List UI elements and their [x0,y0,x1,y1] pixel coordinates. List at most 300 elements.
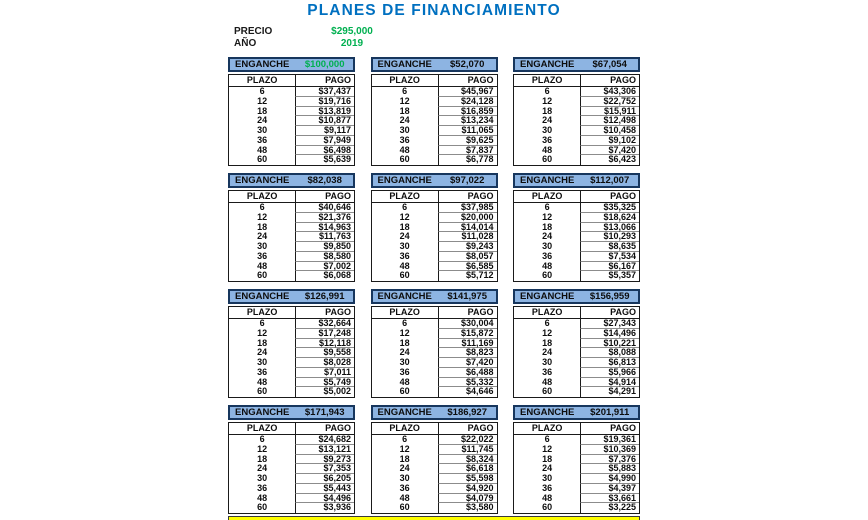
plazo-cell: 30 [399,473,410,483]
plan-header [371,405,498,420]
plazo-cell: 18 [542,453,553,464]
plan-body [371,74,498,166]
plazo-cell: 24 [257,347,268,358]
plan-row [372,503,497,513]
plazo-cell: 60 [257,386,268,397]
plazo-cell: 18 [399,453,410,464]
pago-header: PAGO [295,423,354,435]
pago-cell: $6,778 [438,155,497,165]
plan-body [513,190,640,282]
pago-cell: $9,102 [580,136,639,146]
plazo-cell: 36 [257,134,268,145]
pago-cell: $11,745 [438,445,497,455]
plazo-cell: 48 [257,260,268,271]
plazo-header: PLAZO [514,75,580,87]
pago-cell: $8,028 [295,358,354,368]
pago-cell: $21,376 [295,213,354,223]
pago-cell: $3,661 [580,494,639,504]
plazo-cell: 6 [402,202,408,212]
plazo-cell: 18 [257,337,268,348]
plan-body [513,74,640,166]
bottom-highlight-bar [228,516,640,520]
plazo-cell: 36 [399,250,410,261]
plazo-cell: 6 [402,434,408,444]
plazo-cell: 36 [542,366,553,377]
plazo-cell: 18 [542,337,553,348]
pago-cell: $5,443 [295,484,354,494]
plazo-cell: 12 [399,211,410,222]
plan-header [228,405,355,420]
pago-cell: $4,920 [438,484,497,494]
plan-body-rows [514,87,639,165]
enganche-label: ENGANCHE [235,59,290,70]
pago-cell: $9,850 [295,242,354,252]
plazo-cell: 6 [544,86,550,96]
pago-cell: $10,877 [295,116,354,126]
plazo-cell: 6 [402,86,408,96]
plazo-header: PLAZO [372,191,438,203]
pago-cell: $13,234 [438,116,497,126]
plan-row [514,503,639,513]
plazo-cell: 48 [542,144,553,155]
plazo-cell: 30 [399,241,410,251]
plan-table [228,173,355,282]
pago-cell: $6,423 [580,155,639,165]
pago-cell: $6,167 [580,262,639,272]
precio-row [234,26,640,38]
enganche-label: ENGANCHE [377,175,432,186]
pago-cell: $32,664 [295,319,354,329]
plazo-header: PLAZO [514,191,580,203]
enganche-label: ENGANCHE [235,291,290,302]
plan-body-rows [372,87,497,165]
pago-header: PAGO [438,75,497,87]
plan-body-rows [229,435,354,513]
enganche-value: $126,991 [304,291,345,302]
pago-cell: $4,496 [295,494,354,504]
pago-cell: $10,458 [580,126,639,136]
pago-cell: $8,324 [438,455,497,465]
pago-cell: $17,248 [295,329,354,339]
plan-header [371,289,498,304]
pago-cell: $8,088 [580,348,639,358]
pago-cell: $5,966 [580,368,639,378]
plazo-cell: 30 [399,125,410,135]
pago-cell: $19,716 [295,97,354,107]
plazo-header: PLAZO [372,75,438,87]
plan-header [371,57,498,72]
plan-header [513,289,640,304]
plazo-cell: 18 [257,105,268,116]
plazo-header: PLAZO [229,423,295,435]
plazo-cell: 60 [399,154,410,165]
pago-cell: $22,022 [438,435,497,445]
plazo-cell: 6 [544,202,550,212]
enganche-label: ENGANCHE [520,291,575,302]
pago-cell: $5,883 [580,464,639,474]
enganche-label: ENGANCHE [520,175,575,186]
plan-table [228,57,355,166]
enganche-value: $186,927 [447,407,487,418]
plan-body [228,190,355,282]
plan-body [513,422,640,514]
plazo-header: PLAZO [372,423,438,435]
pago-cell: $13,121 [295,445,354,455]
plazo-cell: 18 [399,105,410,116]
plazo-cell: 48 [399,492,410,503]
plan-body [228,74,355,166]
pago-cell: $43,306 [580,87,639,97]
pago-cell: $8,580 [295,252,354,262]
plazo-cell: 18 [542,105,553,116]
pago-cell: $4,646 [438,387,497,397]
plan-row [229,503,354,513]
pago-header: PAGO [580,423,639,435]
plazo-cell: 18 [399,221,410,232]
plazo-cell: 24 [399,115,410,126]
plan-row [514,155,639,165]
plazo-cell: 12 [399,443,410,454]
plazo-cell: 48 [257,144,268,155]
pago-cell: $6,205 [295,474,354,484]
pago-cell: $13,066 [580,223,639,233]
info-block [234,26,640,50]
plan-header [371,173,498,188]
plazo-cell: 36 [257,250,268,261]
pago-cell: $4,079 [438,494,497,504]
plazo-cell: 30 [257,241,268,251]
plazo-header: PLAZO [229,191,295,203]
plazo-cell: 36 [542,250,553,261]
plazo-cell: 24 [399,347,410,358]
plans-grid [228,57,640,514]
enganche-label: ENGANCHE [520,407,575,418]
pago-header: PAGO [295,191,354,203]
plazo-cell: 30 [542,125,553,135]
plazo-cell: 24 [542,231,553,242]
plazo-cell: 60 [542,502,553,513]
pago-cell: $3,580 [438,503,497,513]
plazo-cell: 6 [259,318,265,328]
pago-cell: $27,343 [580,319,639,329]
pago-cell: $5,749 [295,378,354,388]
enganche-label: ENGANCHE [235,175,290,186]
pago-cell: $10,369 [580,445,639,455]
enganche-value: $67,054 [592,59,627,70]
pago-cell: $20,000 [438,213,497,223]
pago-cell: $6,618 [438,464,497,474]
plazo-cell: 12 [542,443,553,454]
pago-cell: $3,225 [580,503,639,513]
pago-cell: $7,837 [438,146,497,156]
plazo-cell: 18 [399,337,410,348]
pago-header: PAGO [438,423,497,435]
enganche-value: $141,975 [447,291,487,302]
pago-cell: $9,273 [295,455,354,465]
pago-cell: $8,823 [438,348,497,358]
pago-cell: $3,936 [295,503,354,513]
pago-cell: $8,057 [438,252,497,262]
pago-cell: $7,420 [580,146,639,156]
sheet [228,26,640,520]
plan-table [228,289,355,398]
plan-table [228,405,355,514]
plan-header [513,173,640,188]
plan-body-rows [372,319,497,397]
pago-cell: $14,496 [580,329,639,339]
plan-table [371,173,498,282]
plazo-cell: 60 [257,154,268,165]
plazo-cell: 36 [257,482,268,493]
plazo-cell: 6 [402,318,408,328]
plan-row [372,155,497,165]
pago-cell: $30,004 [438,319,497,329]
anio-label: AÑO [234,38,257,49]
plan-table [513,289,640,398]
pago-cell: $5,639 [295,155,354,165]
plazo-cell: 30 [542,241,553,251]
pago-header: PAGO [295,75,354,87]
page-title: PLANES DE FINANCIAMIENTO [307,2,561,19]
pago-header: PAGO [438,191,497,203]
plan-body-rows [229,319,354,397]
enganche-value: $52,070 [450,59,485,70]
pago-cell: $5,712 [438,271,497,281]
plan-row [229,271,354,281]
plazo-header: PLAZO [514,423,580,435]
plan-body-rows [372,203,497,281]
plan-body [371,422,498,514]
plan-body [228,422,355,514]
plan-body [371,306,498,398]
pago-cell: $5,357 [580,271,639,281]
plazo-cell: 30 [257,125,268,135]
plan-row [229,155,354,165]
plan-table [371,405,498,514]
anio-value: 2019 [340,38,364,49]
plan-row [372,271,497,281]
pago-cell: $16,859 [438,107,497,117]
enganche-value: $171,943 [304,407,345,418]
pago-cell: $11,763 [295,232,354,242]
pago-cell: $7,002 [295,262,354,272]
pago-cell: $11,065 [438,126,497,136]
plazo-cell: 60 [399,386,410,397]
plan-header [513,405,640,420]
plazo-cell: 6 [259,86,265,96]
plazo-cell: 48 [399,260,410,271]
pago-cell: $7,420 [438,358,497,368]
enganche-value: $97,022 [450,175,485,186]
plazo-cell: 12 [542,95,553,106]
pago-cell: $5,002 [295,387,354,397]
pago-cell: $19,361 [580,435,639,445]
plan-table [513,173,640,282]
pago-cell: $5,598 [438,474,497,484]
plazo-cell: 48 [542,260,553,271]
plazo-cell: 36 [399,482,410,493]
plazo-cell: 30 [257,357,268,367]
plan-body-rows [372,435,497,513]
pago-cell: $4,914 [580,378,639,388]
pago-cell: $40,646 [295,203,354,213]
plazo-cell: 18 [257,221,268,232]
enganche-label: ENGANCHE [377,407,432,418]
pago-cell: $7,011 [295,368,354,378]
pago-cell: $7,353 [295,464,354,474]
plan-table [513,405,640,514]
pago-cell: $7,534 [580,252,639,262]
enganche-label: ENGANCHE [520,59,575,70]
plazo-cell: 12 [542,211,553,222]
plan-header [228,173,355,188]
pago-cell: $7,376 [580,455,639,465]
enganche-value: $100,000 [304,59,345,70]
pago-cell: $7,949 [295,136,354,146]
pago-cell: $6,068 [295,271,354,281]
pago-cell: $4,291 [580,387,639,397]
plazo-cell: 48 [399,376,410,387]
pago-cell: $6,813 [580,358,639,368]
plazo-cell: 48 [399,144,410,155]
plazo-cell: 24 [542,463,553,474]
plazo-cell: 60 [399,270,410,281]
pago-cell: $4,397 [580,484,639,494]
pago-cell: $12,118 [295,339,354,349]
pago-cell: $11,169 [438,339,497,349]
plazo-cell: 60 [257,502,268,513]
plan-body-rows [514,203,639,281]
plazo-cell: 24 [257,231,268,242]
plazo-cell: 30 [257,473,268,483]
plazo-cell: 12 [257,327,268,338]
plazo-cell: 60 [399,502,410,513]
enganche-value: $156,959 [589,291,630,302]
plazo-cell: 6 [259,202,265,212]
plazo-cell: 24 [542,347,553,358]
pago-cell: $6,488 [438,368,497,378]
plazo-cell: 18 [257,453,268,464]
pago-cell: $9,625 [438,136,497,146]
pago-cell: $37,437 [295,87,354,97]
plazo-cell: 48 [542,376,553,387]
plazo-cell: 36 [257,366,268,377]
pago-cell: $4,990 [580,474,639,484]
enganche-label: ENGANCHE [377,291,432,302]
plan-row [229,387,354,397]
plan-body [371,190,498,282]
plazo-cell: 36 [399,134,410,145]
plazo-cell: 24 [257,463,268,474]
plan-body [513,306,640,398]
plazo-cell: 18 [542,221,553,232]
plazo-cell: 12 [257,443,268,454]
plan-table [371,289,498,398]
plazo-cell: 48 [257,492,268,503]
pago-cell: $9,243 [438,242,497,252]
pago-header: PAGO [580,191,639,203]
plazo-cell: 12 [399,95,410,106]
pago-cell: $37,985 [438,203,497,213]
precio-value: $295,000 [331,26,373,37]
precio-label: PRECIO [234,26,273,37]
plazo-cell: 30 [542,473,553,483]
pago-header: PAGO [580,307,639,319]
plazo-cell: 24 [399,231,410,242]
pago-cell: $13,819 [295,107,354,117]
plazo-cell: 60 [257,270,268,281]
plazo-cell: 6 [544,434,550,444]
pago-cell: $10,293 [580,232,639,242]
plan-header [228,289,355,304]
plan-header [513,57,640,72]
plazo-cell: 60 [542,154,553,165]
anio-row [234,38,640,50]
pago-cell: $14,014 [438,223,497,233]
pago-cell: $9,117 [295,126,354,136]
plazo-cell: 12 [399,327,410,338]
plazo-cell: 60 [542,386,553,397]
plazo-cell: 6 [259,434,265,444]
plazo-cell: 30 [542,357,553,367]
pago-cell: $8,635 [580,242,639,252]
pago-cell: $15,872 [438,329,497,339]
plazo-cell: 24 [542,115,553,126]
pago-cell: $6,585 [438,262,497,272]
plan-body-rows [514,319,639,397]
pago-cell: $45,967 [438,87,497,97]
pago-cell: $18,624 [580,213,639,223]
plazo-cell: 48 [542,492,553,503]
plazo-header: PLAZO [229,75,295,87]
plazo-header: PLAZO [229,307,295,319]
plan-row [372,387,497,397]
plazo-cell: 12 [257,95,268,106]
enganche-value: $201,911 [590,407,630,418]
plan-body-rows [229,203,354,281]
pago-cell: $12,498 [580,116,639,126]
pago-cell: $10,221 [580,339,639,349]
pago-cell: $35,325 [580,203,639,213]
plazo-cell: 24 [257,115,268,126]
enganche-value: $82,038 [307,175,342,186]
plan-body-rows [229,87,354,165]
enganche-label: ENGANCHE [235,407,290,418]
plazo-cell: 12 [542,327,553,338]
pago-cell: $6,498 [295,146,354,156]
plan-row [514,271,639,281]
plazo-cell: 60 [542,270,553,281]
plazo-cell: 36 [399,366,410,377]
plazo-cell: 12 [257,211,268,222]
pago-cell: $24,128 [438,97,497,107]
pago-cell: $5,332 [438,378,497,388]
plan-body [228,306,355,398]
plazo-cell: 36 [542,482,553,493]
plazo-cell: 48 [257,376,268,387]
plazo-cell: 24 [399,463,410,474]
pago-cell: $11,028 [438,232,497,242]
plazo-header: PLAZO [514,307,580,319]
pago-header: PAGO [295,307,354,319]
enganche-label: ENGANCHE [377,59,432,70]
plazo-cell: 30 [399,357,410,367]
plan-table [371,57,498,166]
pago-cell: $22,752 [580,97,639,107]
enganche-value: $112,007 [590,175,630,186]
pago-cell: $14,963 [295,223,354,233]
plan-row [514,387,639,397]
